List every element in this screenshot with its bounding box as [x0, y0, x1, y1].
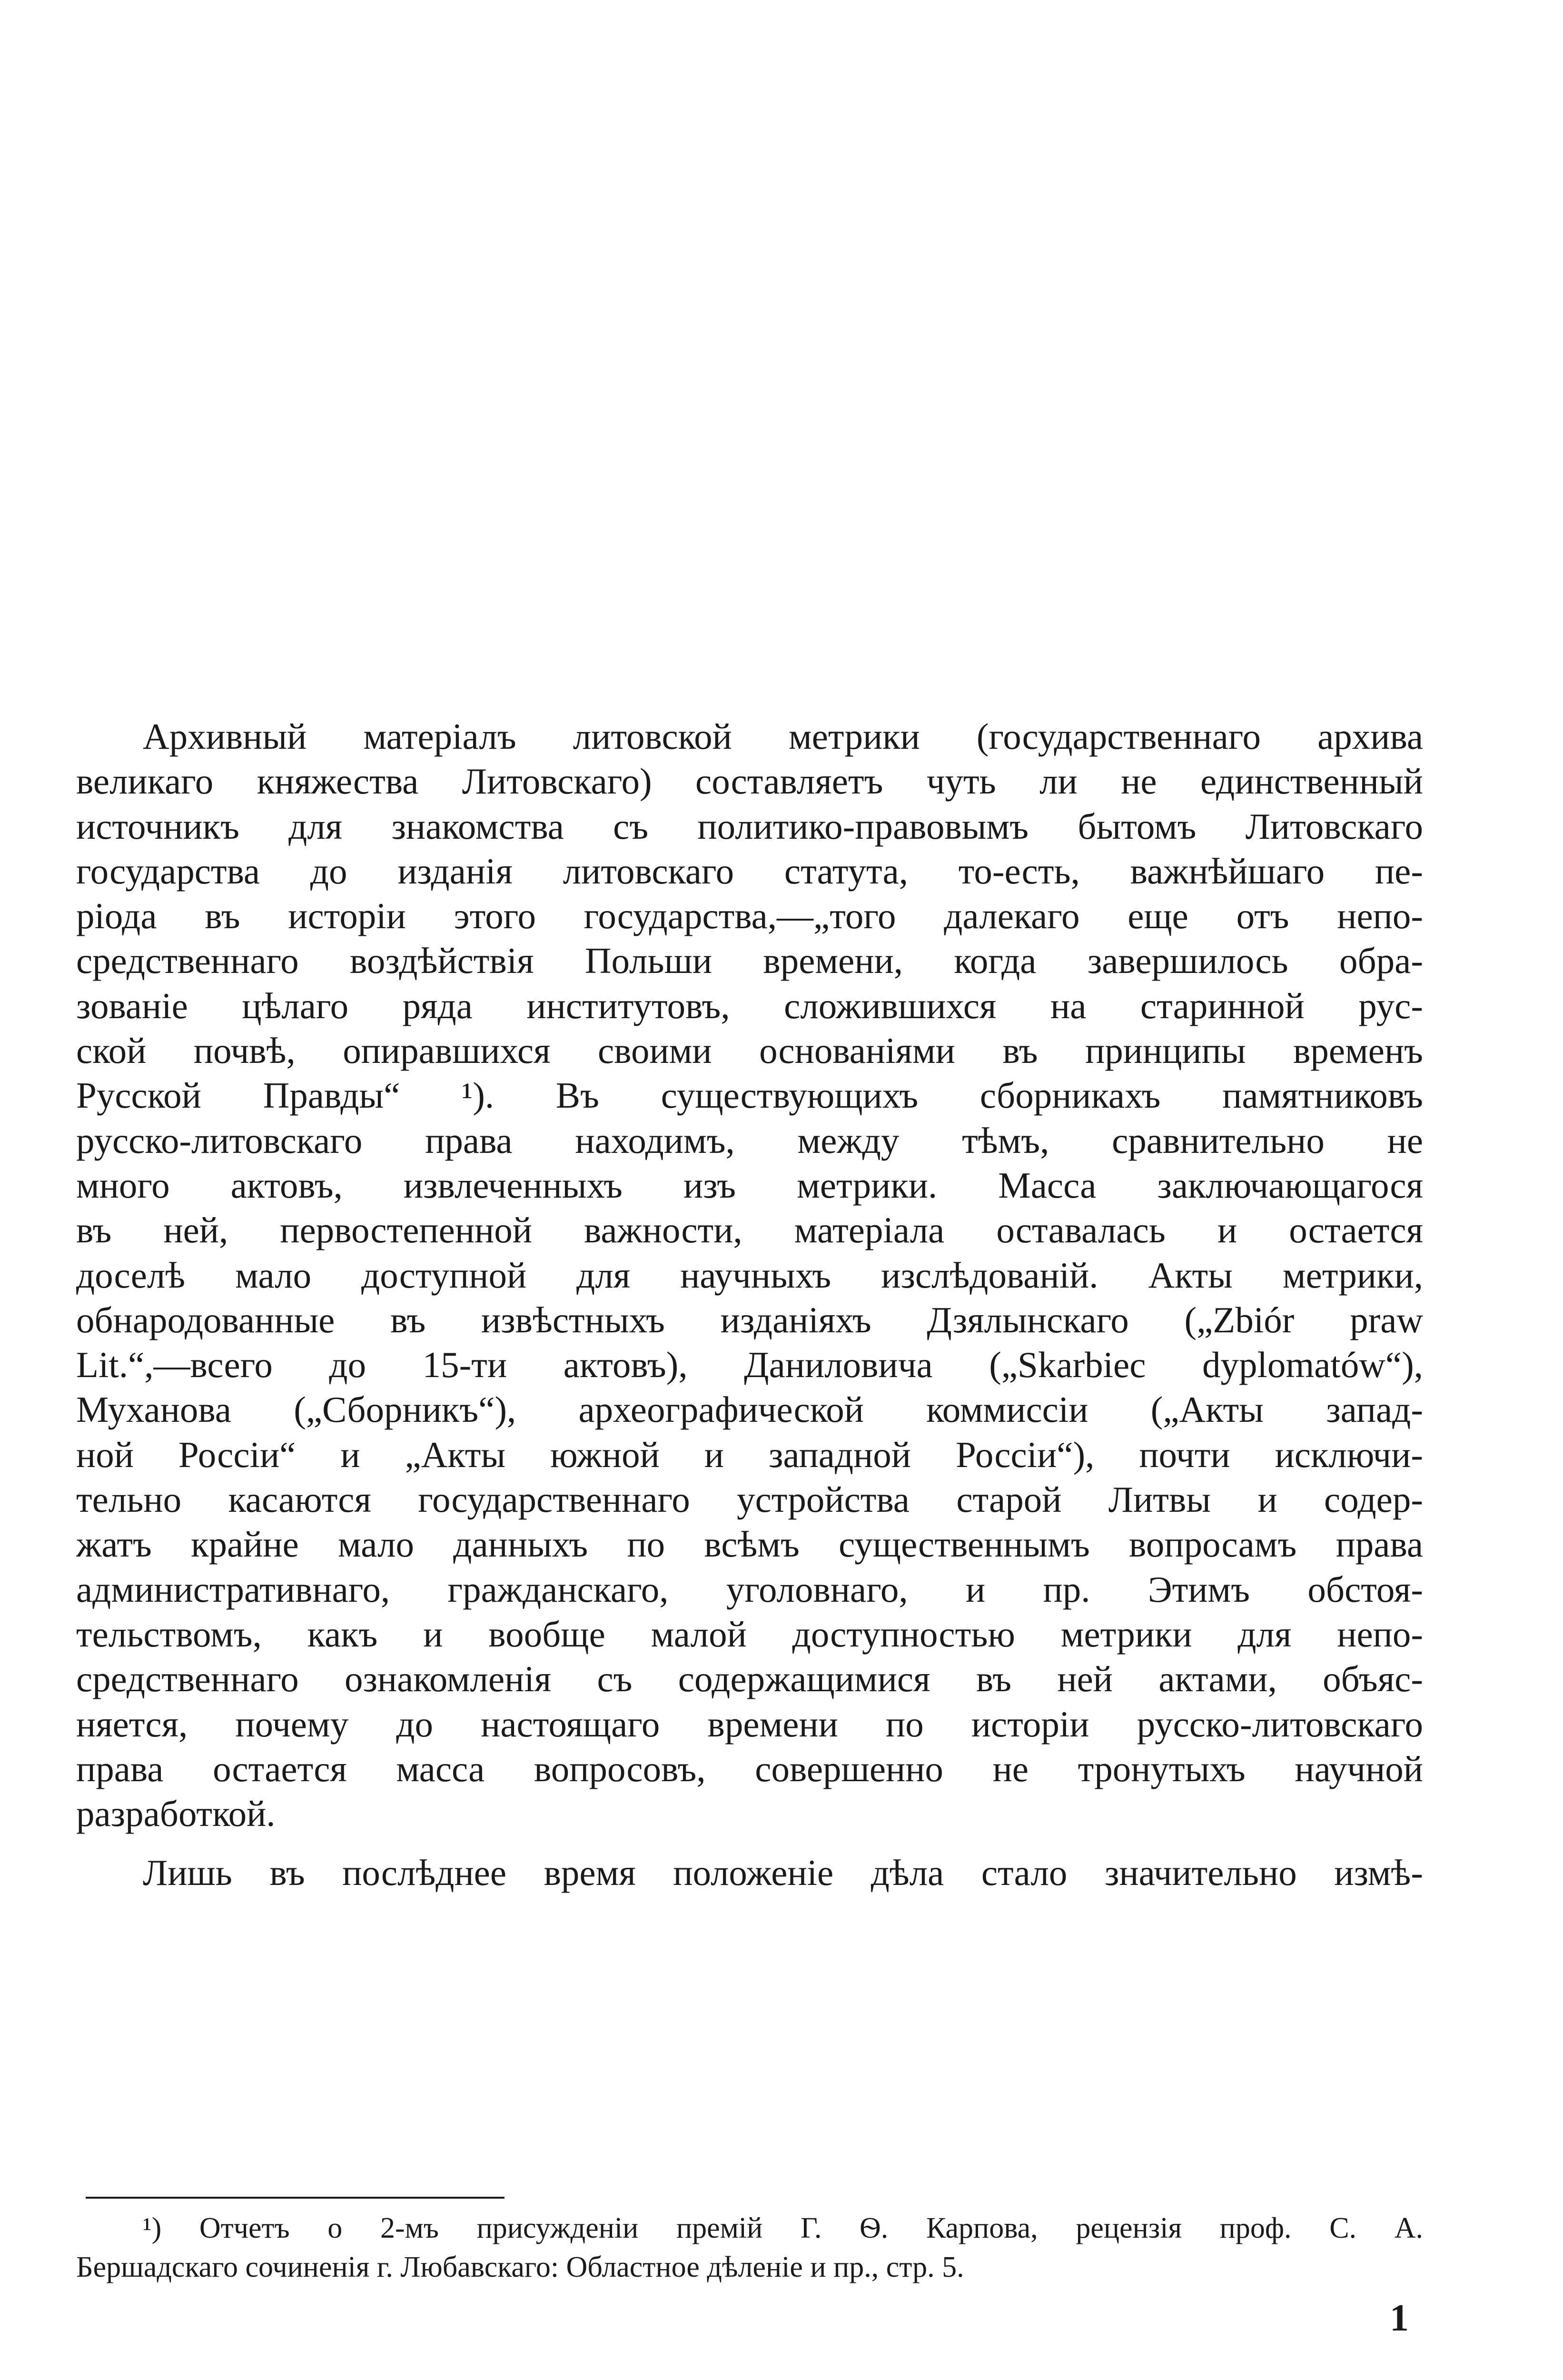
text-line: Lit.“,—всего до 15-ти актовъ), Даниловича („Skarbiec dyplomatów“),	[76, 1344, 1423, 1386]
footnote-line: Бершадскаго сочиненія г. Любавскаго: Областное дѣленіе и пр., стр. 5.	[76, 2251, 964, 2283]
text-line: ріода въ исторіи этого государства,—„того далекаго еще отъ непо-	[76, 895, 1423, 937]
text-line: много актовъ, извлеченныхъ изъ метрики. Масса заключающагося	[76, 1164, 1423, 1206]
text-line: обнародованные въ извѣстныхъ изданіяхъ Дзялынскаго („Zbiór praw	[76, 1299, 1423, 1340]
text-line: тельно касаются государственнаго устройства старой Литвы и содер-	[76, 1479, 1423, 1520]
page-number: 1	[1390, 2297, 1409, 2339]
text-line: Архивный матеріалъ литовской метрики (государственнаго архива	[143, 716, 1423, 757]
text-line: права остается масса вопросовъ, совершенно не тронутыхъ научной	[76, 1748, 1423, 1789]
text-line: средственнаго ознакомленія съ содержащимися въ ней актами, объяс-	[76, 1658, 1423, 1700]
text-line: няется, почему до настоящаго времени по исторіи русско-литовскаго	[76, 1703, 1423, 1745]
footnote-divider	[86, 2197, 505, 2199]
text-line: въ ней, первостепенной важности, матеріала оставалась и остается	[76, 1210, 1423, 1251]
text-line: ной Россіи“ и „Акты южной и западной Россіи“), почти исключи-	[76, 1434, 1423, 1475]
text-line: Русской Правды“ ¹). Въ существующихъ сборникахъ памятниковъ	[76, 1075, 1423, 1116]
text-line: источникъ для знакомства съ политико-правовымъ бытомъ Литовскаго	[76, 805, 1423, 847]
text-line: тельствомъ, какъ и вообще малой доступностью метрики для непо-	[76, 1613, 1423, 1655]
text-line: административнаго, гражданскаго, уголовнаго, и пр. Этимъ обстоя-	[76, 1568, 1423, 1610]
text-line: зованіе цѣлаго ряда институтовъ, сложившихся на старинной рус-	[76, 985, 1423, 1026]
text-line: великаго княжества Литовскаго) составляетъ чуть ли не единственный	[76, 761, 1423, 802]
main-text	[76, 714, 1423, 1895]
paragraph-2	[76, 1850, 1423, 1895]
text-line: государства до изданія литовскаго статута, то-есть, важнѣйшаго пе-	[76, 850, 1423, 892]
text-line: средственнаго воздѣйствія Польши времени, когда завершилось обра-	[76, 940, 1423, 982]
text-line: доселѣ мало доступной для научныхъ изслѣдованій. Акты метрики,	[76, 1254, 1423, 1296]
text-line: Муханова („Сборникъ“), археографической коммиссіи („Акты запад-	[76, 1389, 1423, 1430]
footnote-line: ¹) Отчетъ о 2-мъ присужденіи премій Г. Ѳ. Карпова, рецензія проф. С. А.	[143, 2212, 1423, 2244]
text-line: ской почвѣ, опиравшихся своими основаніями въ принципы временъ	[76, 1030, 1423, 1071]
text-line: русско-литовскаго права находимъ, между тѣмъ, сравнительно не	[76, 1120, 1423, 1161]
text-line: разработкой.	[76, 1793, 276, 1835]
footnote	[76, 2209, 1423, 2287]
text-line: Лишь въ послѣднее время положеніе дѣла стало значительно измѣ-	[143, 1852, 1423, 1894]
paragraph-1	[76, 714, 1423, 1836]
text-line: жатъ крайне мало данныхъ по всѣмъ существеннымъ вопросамъ права	[76, 1524, 1423, 1565]
